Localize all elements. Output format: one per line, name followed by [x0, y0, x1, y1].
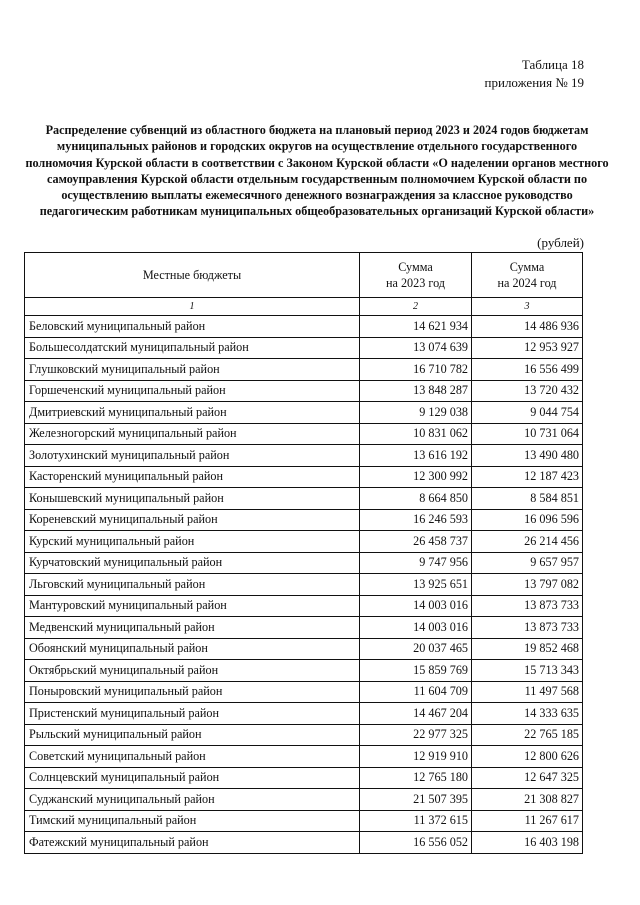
- sum-2023: 20 037 465: [360, 638, 472, 660]
- sum-2023: 9 129 038: [360, 402, 472, 424]
- municipality-name: Большесолдатский муниципальный район: [25, 337, 360, 359]
- sum-2024: 9 657 957: [472, 552, 583, 574]
- table-row: [25, 789, 583, 811]
- table-row: [25, 316, 583, 338]
- municipality-name: Медвенский муниципальный район: [25, 617, 360, 639]
- table-row: [25, 746, 583, 768]
- table-row: [25, 402, 583, 424]
- sum-2024: 14 333 635: [472, 703, 583, 725]
- sum-2023: 13 848 287: [360, 380, 472, 402]
- sum-2024: 19 852 468: [472, 638, 583, 660]
- table-row: [25, 703, 583, 725]
- sum-2023: 12 300 992: [360, 466, 472, 488]
- table-row: [25, 767, 583, 789]
- municipality-name: Беловский муниципальный район: [25, 316, 360, 338]
- sum-2024: 11 267 617: [472, 810, 583, 832]
- sum-2024: 9 044 754: [472, 402, 583, 424]
- table-row: [25, 660, 583, 682]
- municipality-name: Глушковский муниципальный район: [25, 359, 360, 381]
- table-row: [25, 466, 583, 488]
- table-number: Таблица 18: [521, 57, 584, 72]
- sum-2024: 12 647 325: [472, 767, 583, 789]
- sum-2024: 13 797 082: [472, 574, 583, 596]
- table-row: [25, 445, 583, 467]
- sum-2023: 16 246 593: [360, 509, 472, 531]
- municipality-name: Пристенский муниципальный район: [25, 703, 360, 725]
- table-row: [25, 552, 583, 574]
- table-row: [25, 832, 583, 854]
- municipality-name: Мантуровский муниципальный район: [25, 595, 360, 617]
- header-local-budgets: Местные бюджеты: [25, 253, 360, 298]
- table-row: [25, 681, 583, 703]
- header-sum-2023: Сумма на 2023 год: [360, 253, 472, 298]
- sum-2023: 22 977 325: [360, 724, 472, 746]
- table-row: [25, 488, 583, 510]
- column-number-row: [25, 298, 583, 316]
- municipality-name: Октябрьский муниципальный район: [25, 660, 360, 682]
- municipality-name: Поныровский муниципальный район: [25, 681, 360, 703]
- sum-2024: 16 096 596: [472, 509, 583, 531]
- table-row: [25, 574, 583, 596]
- sum-2023: 13 925 651: [360, 574, 472, 596]
- municipality-name: Дмитриевский муниципальный район: [25, 402, 360, 424]
- sum-2023: 11 372 615: [360, 810, 472, 832]
- document-title: Распределение субвенций из областного бюджета на плановый период 2023 и 2024 годов бюджетам муниципальных районов и городских округов на осуществление отдельного государственного полномочия Курской области в соответствии с Законом Курской области «О наделении органов местного самоуправления Курской области отдельным государственным полномочием Курской области по осуществлению выплаты ежемесячного денежного вознаграждения за классное руководство педагогическим работникам муниципальных общеобразовательных организаций Курской области»: [25, 123, 609, 219]
- sum-2023: 9 747 956: [360, 552, 472, 574]
- sum-2024: 16 556 499: [472, 359, 583, 381]
- sum-2023: 14 003 016: [360, 617, 472, 639]
- sum-2024: 13 873 733: [472, 617, 583, 639]
- municipality-name: Солнцевский муниципальный район: [25, 767, 360, 789]
- sum-2024: 13 873 733: [472, 595, 583, 617]
- sum-2024: 14 486 936: [472, 316, 583, 338]
- sum-2023: 8 664 850: [360, 488, 472, 510]
- table-header-row: [25, 253, 583, 298]
- sum-2024: 10 731 064: [472, 423, 583, 445]
- sum-2023: 21 507 395: [360, 789, 472, 811]
- municipality-name: Суджанский муниципальный район: [25, 789, 360, 811]
- column-number: 2: [360, 298, 472, 316]
- sum-2024: 26 214 456: [472, 531, 583, 553]
- table-row: [25, 509, 583, 531]
- sum-2023: 16 710 782: [360, 359, 472, 381]
- municipality-name: Льговский муниципальный район: [25, 574, 360, 596]
- sum-2023: 12 919 910: [360, 746, 472, 768]
- sum-2023: 12 765 180: [360, 767, 472, 789]
- table-row: [25, 380, 583, 402]
- sum-2023: 13 616 192: [360, 445, 472, 467]
- municipality-name: Курский муниципальный район: [25, 531, 360, 553]
- sum-2024: 8 584 851: [472, 488, 583, 510]
- sum-2023: 11 604 709: [360, 681, 472, 703]
- table-row: [25, 810, 583, 832]
- municipality-name: Обоянский муниципальный район: [25, 638, 360, 660]
- sum-2023: 26 458 737: [360, 531, 472, 553]
- column-number: 1: [25, 298, 360, 316]
- municipality-name: Советский муниципальный район: [25, 746, 360, 768]
- sum-2024: 12 187 423: [472, 466, 583, 488]
- unit-label: (рублей): [537, 235, 584, 250]
- municipality-name: Фатежский муниципальный район: [25, 832, 360, 854]
- sum-2023: 13 074 639: [360, 337, 472, 359]
- sum-2024: 13 490 480: [472, 445, 583, 467]
- table-row: [25, 595, 583, 617]
- municipality-name: Курчатовский муниципальный район: [25, 552, 360, 574]
- municipality-name: Кореневский муниципальный район: [25, 509, 360, 531]
- municipality-name: Железногорский муниципальный район: [25, 423, 360, 445]
- table-row: [25, 337, 583, 359]
- sum-2024: 21 308 827: [472, 789, 583, 811]
- municipality-name: Золотухинский муниципальный район: [25, 445, 360, 467]
- sum-2023: 15 859 769: [360, 660, 472, 682]
- table-row: [25, 724, 583, 746]
- sum-2024: 16 403 198: [472, 832, 583, 854]
- sum-2024: 11 497 568: [472, 681, 583, 703]
- header-sum-2024: Сумма на 2024 год: [472, 253, 583, 298]
- table-row: [25, 359, 583, 381]
- municipality-name: Тимский муниципальный район: [25, 810, 360, 832]
- municipality-name: Касторенский муниципальный район: [25, 466, 360, 488]
- sum-2023: 14 003 016: [360, 595, 472, 617]
- column-number: 3: [472, 298, 583, 316]
- table-row: [25, 531, 583, 553]
- sum-2024: 12 953 927: [472, 337, 583, 359]
- municipality-name: Горшеченский муниципальный район: [25, 380, 360, 402]
- sum-2024: 12 800 626: [472, 746, 583, 768]
- sum-2023: 10 831 062: [360, 423, 472, 445]
- municipality-name: Конышевский муниципальный район: [25, 488, 360, 510]
- sum-2023: 14 467 204: [360, 703, 472, 725]
- sum-2024: 22 765 185: [472, 724, 583, 746]
- sum-2023: 14 621 934: [360, 316, 472, 338]
- appendix-number: приложения № 19: [484, 75, 584, 90]
- sum-2024: 13 720 432: [472, 380, 583, 402]
- municipality-name: Рыльский муниципальный район: [25, 724, 360, 746]
- table-row: [25, 638, 583, 660]
- table-row: [25, 617, 583, 639]
- subvention-table: [24, 252, 583, 854]
- table-row: [25, 423, 583, 445]
- sum-2023: 16 556 052: [360, 832, 472, 854]
- sum-2024: 15 713 343: [472, 660, 583, 682]
